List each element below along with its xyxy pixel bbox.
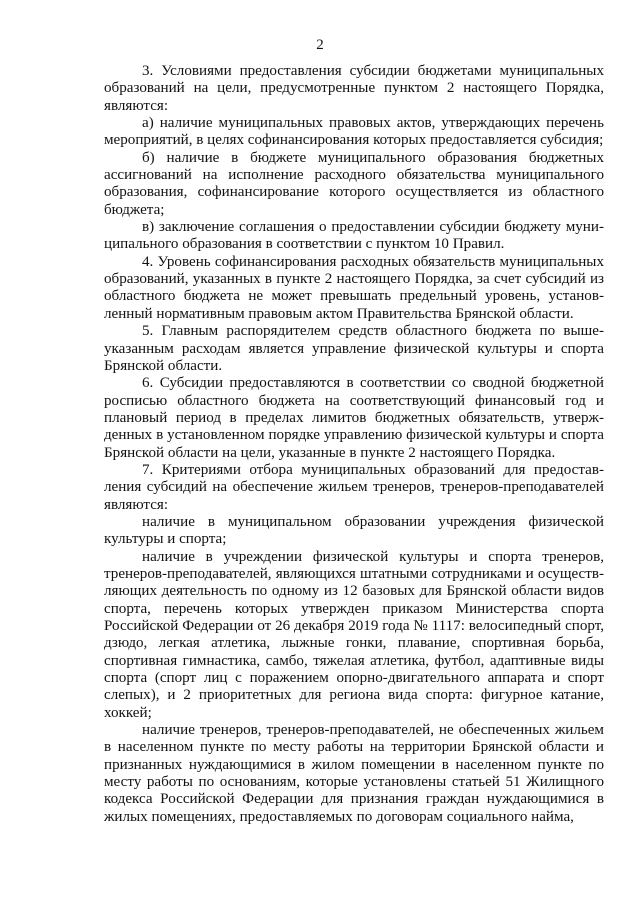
paragraph-4-cofinancing-level: 4. Уровень софинансирования расходных обязательств муниципальных образований, указанных в пункте 2 настоящего Порядка, за счет субсидий из областного бюджета не может превышать предельный уровень, установленный нормативным правовым актом Правительства Брянской области.: [104, 253, 604, 322]
paragraph-7-selection-criteria: 7. Критериями отбора муниципальных образований для предоставления субсидий на обеспечение жильем тренеров, тренеров-преподавателей являются:: [104, 461, 604, 513]
paragraph-3v: в) заключение соглашения о предоставлении субсидии бюджету муниципального образования в соответствии с пунктом 10 Правил.: [104, 219, 604, 253]
paragraph-6-subsidy-provision: 6. Субсидии предоставляются в соответствии со сводной бюджетной росписью областного бюджета на соответствующий финансовый год и плановый период в пределах лимитов бюджетных обязательств, утвержденных в установленном порядке управлению физической культуры и спорта Брянской области на цели, указанные в пункте 2 настоящего Порядка.: [104, 375, 604, 461]
document-body: [104, 63, 604, 826]
paragraph-5-main-manager: 5. Главным распорядителем средств областного бюджета по вышеуказанным расходам является управление физической культуры и спорта Брянской области.: [104, 323, 604, 374]
criterion-coaches-housing-need: наличие тренеров, тренеров-преподавателей, не обеспеченных жильем в населенном пункте по месту работы на территории Брянской области и признанных нуждающимися в жилом помещении в населенном пункте по месту работы по основаниям, которые установлены статьей 51 Жилищного кодекса Российской Федерации для признания граждан нуждающимися в жилых помещениях, предоставляемых по договорам социального найма,: [104, 722, 604, 825]
paragraph-3a: а) наличие муниципальных правовых актов, утверждающих перечень мероприятий, в целях софинансирования которых предоставляется субсидия;: [104, 115, 604, 149]
paragraph-3b: б) наличие в бюджете муниципального образования бюджетных ассигнований на исполнение расходного обязательства муниципального образования, софинансирование которого осуществляется из областного бюджета;: [104, 149, 604, 218]
page-number: 2: [316, 37, 324, 53]
criterion-coaches-sports-types: наличие в учреждении физической культуры и спорта тренеров, тренеров-преподавателей, являющихся штатными сотрудниками и осуществляющих деятельность по одному из 12 базовых для Брянской области видов спорта, перечень которых утвержден приказом Министерства спорта Российской Федерации от 26 декабря 2019 года № 1117: велосипедный спорт, дзюдо, легкая атлетика, лыжные гонки, плавание, спортивная борьба, спортивная гимнастика, самбо, тяжелая атлетика, футбол, адаптивные виды спорта (спорт лиц с поражением опорно-двигательного аппарата и спорт слепых), и 2 приоритетных для региона вида спорта: фигурное катание, хоккей;: [104, 548, 604, 721]
paragraph-3-conditions: 3. Условиями предоставления субсидии бюджетами муниципальных образований на цели, предусмотренные пунктом 2 настоящего Порядка, являются:: [104, 63, 604, 114]
criterion-sports-institution: наличие в муниципальном образовании учреждения физической культуры и спорта;: [104, 513, 604, 548]
